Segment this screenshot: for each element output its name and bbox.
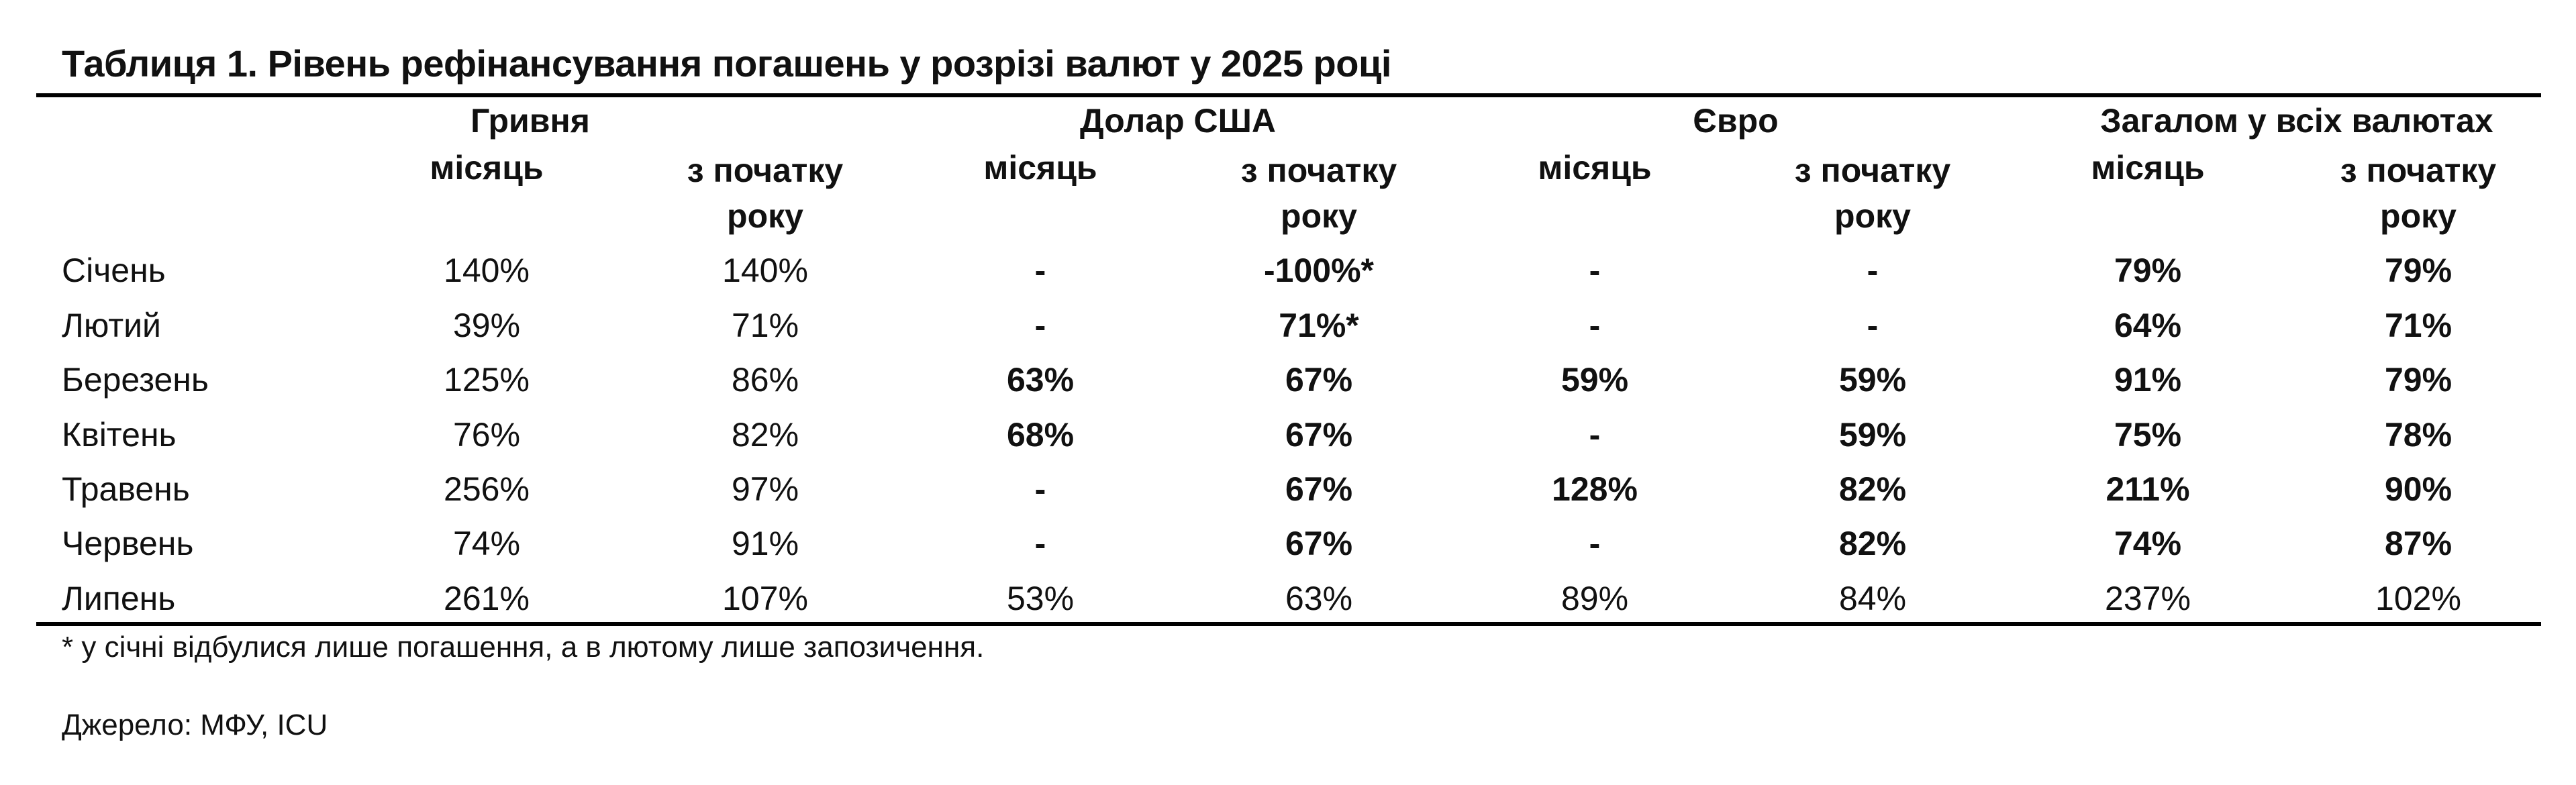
- header-group-usd: Долар США: [1080, 102, 1276, 140]
- table-cell: 68%: [1006, 416, 1075, 454]
- top-rule: [36, 93, 2541, 97]
- table-cell: 75%: [2114, 416, 2182, 454]
- table-cell: 63%: [1006, 361, 1075, 399]
- header-group-total: Загалом у всіх валютах: [2100, 102, 2493, 140]
- table-cell: 53%: [1006, 580, 1075, 617]
- table-cell: 89%: [1561, 580, 1629, 617]
- table-cell: 91%: [2114, 361, 2182, 399]
- subheader-total-month: місяць: [2091, 149, 2205, 187]
- table-cell: 59%: [1561, 361, 1629, 399]
- header-group-eur: Євро: [1693, 102, 1779, 140]
- table-cell: -: [1034, 252, 1046, 289]
- table-cell: -: [1034, 307, 1046, 344]
- table-cell: 39%: [452, 307, 521, 344]
- table-cell: 125%: [444, 361, 530, 399]
- table-cell: 84%: [1838, 580, 1907, 617]
- subheader-eur-month: місяць: [1538, 149, 1652, 187]
- table-title: Таблиця 1. Рівень рефінансування погашень у розрізі валют у 2025 році: [62, 42, 1391, 85]
- subheader-usd-ytd: з початку року: [1240, 152, 1397, 235]
- table-cell: 128%: [1552, 470, 1638, 508]
- table-cell: -: [1589, 525, 1601, 562]
- table-cell: 67%: [1285, 470, 1353, 508]
- table-cell: 82%: [1838, 470, 1907, 508]
- subheader-total-ytd: з початку року: [2340, 152, 2497, 235]
- row-month: Травень: [62, 470, 190, 508]
- table-cell: -: [1589, 252, 1601, 289]
- table-cell: -: [1589, 307, 1601, 344]
- header-group-uah: Гривня: [470, 102, 590, 140]
- bottom-rule: [36, 622, 2541, 626]
- table-cell: 107%: [722, 580, 808, 617]
- table-cell: -100%*: [1264, 252, 1374, 289]
- table-cell: -: [1034, 525, 1046, 562]
- table-cell: 67%: [1285, 361, 1353, 399]
- subheader-uah-month: місяць: [430, 149, 544, 187]
- table-cell: 74%: [2114, 525, 2182, 562]
- table-cell: 63%: [1285, 580, 1353, 617]
- table-cell: 79%: [2384, 252, 2453, 289]
- table-cell: -: [1034, 470, 1046, 508]
- table-cell: 79%: [2384, 361, 2453, 399]
- table-cell: 97%: [731, 470, 799, 508]
- table-cell: 78%: [2384, 416, 2453, 454]
- table-cell: 82%: [731, 416, 799, 454]
- table-cell: 59%: [1838, 361, 1907, 399]
- table-cell: 71%*: [1279, 307, 1359, 344]
- table-cell: -: [1867, 252, 1879, 289]
- table-cell: 90%: [2384, 470, 2453, 508]
- table-cell: 64%: [2114, 307, 2182, 344]
- table-cell: 140%: [444, 252, 530, 289]
- table-cell: 211%: [2106, 470, 2190, 508]
- table-cell: 71%: [2384, 307, 2453, 344]
- source-note: Джерело: МФУ, ICU: [62, 709, 328, 741]
- table-cell: 79%: [2114, 252, 2182, 289]
- row-month: Липень: [62, 580, 176, 617]
- table-cell: -: [1589, 416, 1601, 454]
- table-cell: 74%: [452, 525, 521, 562]
- table-cell: 140%: [722, 252, 808, 289]
- table-cell: 86%: [731, 361, 799, 399]
- row-month: Квітень: [62, 416, 177, 454]
- table-cell: 71%: [731, 307, 799, 344]
- table-cell: 67%: [1285, 416, 1353, 454]
- table-cell: -: [1867, 307, 1879, 344]
- subheader-eur-ytd: з початку року: [1794, 152, 1951, 235]
- table-cell: 82%: [1838, 525, 1907, 562]
- row-month: Лютий: [62, 307, 161, 344]
- footnote: * у січні відбулися лише погашення, а в лютому лише запозичення.: [62, 631, 985, 664]
- row-month: Січень: [62, 252, 166, 289]
- table-cell: 76%: [452, 416, 521, 454]
- table-cell: 237%: [2105, 580, 2191, 617]
- table-cell: 87%: [2384, 525, 2453, 562]
- table-cell: 67%: [1285, 525, 1353, 562]
- subheader-uah-ytd: з початку року: [687, 152, 844, 235]
- table-cell: 91%: [731, 525, 799, 562]
- table-cell: 102%: [2375, 580, 2461, 617]
- table-cell: 256%: [444, 470, 530, 508]
- row-month: Березень: [62, 361, 209, 399]
- row-month: Червень: [62, 525, 194, 562]
- subheader-usd-month: місяць: [983, 149, 1097, 187]
- table-cell: 59%: [1838, 416, 1907, 454]
- table-cell: 261%: [444, 580, 530, 617]
